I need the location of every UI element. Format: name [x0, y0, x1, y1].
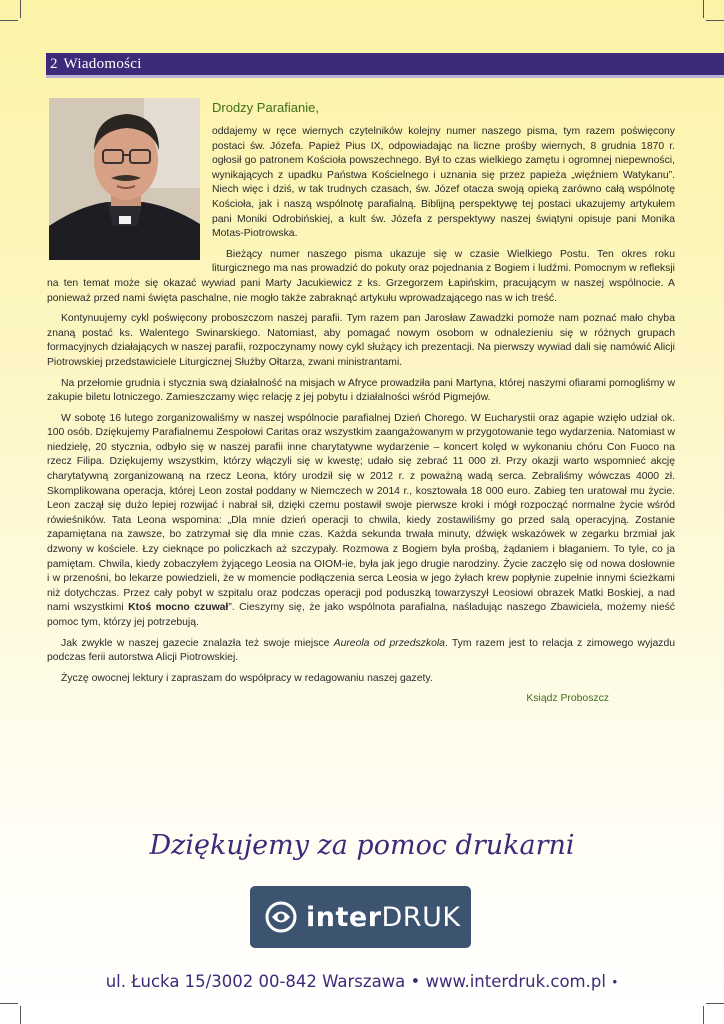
editorial-article [47, 100, 675, 707]
crop-mark [20, 0, 21, 18]
interdruk-swirl-icon [264, 900, 298, 934]
closing-line: Życzę owocnej lektury i zapraszam do współpracy w redagowaniu naszej gazety. [61, 672, 433, 684]
crop-mark [703, 0, 704, 18]
article-paragraph: Kontynuujemy cykl poświęcony proboszczom naszej parafii. Tym razem pan Jarosław Zawadzki pomoże nam poznać mało chyba znaną postać ks. Walentego Swinarskiego. Natomiast, aby pomagać nowym osobom w odnalezieniu się w różnych grupach formacyjnych działających w naszej parafii, rozpoczynamy nowy cykl służący ich prezentacji. Na pierwszy wywiad dali się namówić Alicji Piotrowskiej przedstawiciele Liturgicznej Służby Ołtarza, zwani ministrantami. [47, 313, 675, 368]
logo-part-1: inter [306, 901, 382, 933]
interdruk-logo [250, 886, 471, 948]
printer-thanks: Dziękujemy za pomoc drukarni [149, 830, 575, 861]
text-run: Jak zwykle w naszej gazecie znalazła też swoje miejsce [61, 637, 330, 649]
crop-mark [0, 1003, 18, 1004]
text-run: W sobotę 16 lutego zorganizowaliśmy w naszej wspólnocie parafialnej Dzień Chorego. W Eucharystii oraz agapie wzięło udział ok. 100 osób. Dziękujemy Parafialnemu Zespołowi Caritas oraz wszystkim zaangażowanym w przygotowanie tego wydarzenia. Natomiast w niedzielę, 20 stycznia, odbyło się w naszej parafii inne charytatywne wydarzenie – koncert kolęd w wykonaniu chóru Con Fuoco na rzecz Filipa. Dziękujemy wszystkim, którzy włączyli się w kwestę; udało się zebrać 11 000 zł. Przy okazji warto wspomnieć akcję charytatywną zorganizowaną na rzecz Leona, który urodził się w 2012 r. z poważną wadą serca. Zebraliśmy wówczas 4000 zł. Skomplikowana operacja, której Leon został poddany w Niemczech w 2014 r., kosztowała 18 000 euro. Zabieg ten uratował mu życie. Leon zaczął się dużo lepiej rozwijać i nabrał sił, dzięki czemu postawił swoje pierwsze kroki i mógł rozpocząć normalne życie wśród rówieśników. Tata Leona wspomina: „Dla mnie dzień operacji to chwila, kiedy zostawiliśmy go przed salą operacyjną. Zostanie zapamiętana na zawsze, bo zatrzymał się dla mnie czas. Każda sekunda trwała minuty, dźwięk wskazówek w zegarku brzmiał jak dzwony w kościele. Łzy cieknące po policzkach aż szczypały. Rozmowa z Bogiem była prośbą, żądaniem i błaganiem. To tyle, co ja pamiętam. Chwila, kiedy zobaczyłem żyjącego Leosia na OIOM-ie, była jak jego drugie narodziny. Życie zaczęło się od nowa dosłownie i w przenośni, bo lekarze powiedzieli, że w momencie podłączenia serca Leosia w jego żyłach krew popłynie zupełnie innymi ścieżkami niż dotychczas. Przez cały pobyt w szpitalu oraz podczas operacji pod poduszką towarzyszył Leosiowi obrazek Matki Boskiej, a nad nami wszystkimi [47, 412, 675, 614]
article-paragraph: Na przełomie grudnia i stycznia swą działalność na misjach w Afryce prowadziła pani Martyna, której naszymi ofiarami pomogliśmy w zakupie biletu lotniczego. Zamieszczamy więc relację z jej pobytu i działalności wśród Pigmejów. [47, 377, 675, 404]
article-paragraph-gazette [47, 637, 675, 666]
section-title: Wiadomości [63, 55, 142, 72]
crop-mark [706, 20, 724, 21]
greeting: Drodzy Parafianie, [212, 100, 319, 115]
printer-address [0, 972, 724, 991]
crop-mark [706, 1003, 724, 1004]
article-paragraph: Bieżący numer naszego pisma ukazuje się w czasie Wielkiego Postu. Ten okres roku liturgicznego ma nas prowadzić do pokuty oraz pojednania z Bogiem i ludźmi. Pomocnym w refleksji na ten temat może się okazać wywiad pani Marty Jacukiewicz z ks. Grzegorzem Łapińskim, pracującym w naszej wspólnocie. A ponieważ przed nami święta paschalne, nie mogło także zabraknąć artykułu wprowadzającego nas w ich treść. [47, 248, 675, 304]
article-paragraph-charity [47, 412, 675, 631]
crop-mark [703, 1006, 704, 1024]
bold-phrase: Ktoś mocno czuwał [128, 602, 229, 614]
photo-float-space [47, 100, 212, 268]
logo-part-2: DRUK [381, 901, 461, 933]
address-text: ul. Łucka 15/3002 00-842 Warszawa • www.interdruk.com.pl [105, 972, 606, 991]
crop-mark [20, 1006, 21, 1024]
signature: Ksiądz Proboszcz [526, 693, 609, 705]
italic-phrase: Aureola od przedszkola [333, 637, 445, 649]
logo-wordmark [306, 902, 461, 933]
address-bullet: • [611, 975, 619, 990]
section-header-bar [46, 53, 724, 75]
article-paragraph: oddajemy w ręce wiernych czytelników kolejny numer naszego pisma, tym razem poświęcony postaci św. Józefa. Papież Pius IX, odpowiadając na liczne prośby wiernych, 8 grudnia 1870 r. ogłosił go patronem Kościoła powszechnego. Był to czas wielkiego zamętu i ogromnej niepewności, wynikających z upadku Państwa Kościelnego i uznania się przez papieża „więźniem Watykanu”. Niech więc i dziś, w tak trudnych czasach, św. Józef otacza swoją opieką zarówno całą wspólnotę Kościoła, jak i naszą wspólnotę parafialną. Biblijną perspektywę tej postaci ukazujemy artykułem pani Moniki Odrobińskiej, a kult św. Józefa z perspektywy naszej świątyni opisuje pani Monika Motas-Piotrowska. [212, 126, 675, 240]
text-run: ”. Cieszymy się, że jako wspólnota parafialna, naśladując naszego Zbawiciela, możemy nieść pomoc tym, którzy jej potrzebują. [47, 602, 675, 628]
text-run: . Tym razem jest to relacja z zimowego wyjazdu podczas ferii autorstwa Alicji Piotrowskiej. [47, 637, 675, 664]
page-number: 2 [50, 55, 58, 72]
crop-mark [0, 20, 18, 21]
